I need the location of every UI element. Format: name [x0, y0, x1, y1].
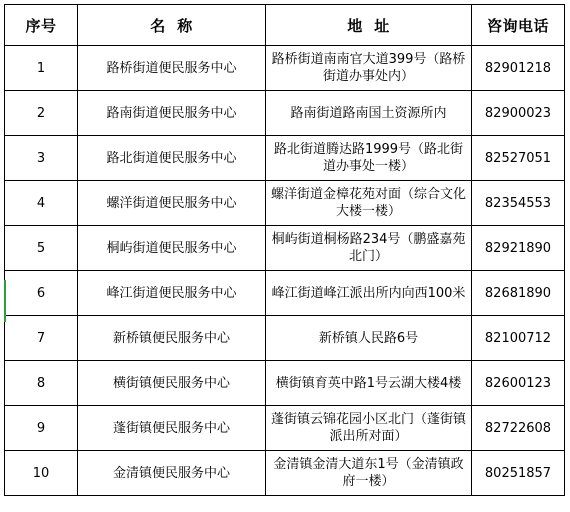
cell-index[interactable]: 6: [5, 271, 78, 316]
cell-index[interactable]: 10: [5, 451, 78, 496]
cell-index[interactable]: 3: [5, 136, 78, 181]
cell-index[interactable]: 1: [5, 46, 78, 91]
cell-name[interactable]: 蓬街镇便民服务中心: [78, 406, 266, 451]
table-row: [5, 181, 565, 226]
cell-phone[interactable]: 82901218: [472, 46, 565, 91]
table-row: [5, 91, 565, 136]
cell-address[interactable]: 金清镇金清大道东1号（金清镇政府一楼）: [266, 451, 472, 496]
cell-address[interactable]: 峰江街道峰江派出所内向西100米: [266, 271, 472, 316]
cell-name[interactable]: 峰江街道便民服务中心: [78, 271, 266, 316]
selected-row-marker: [4, 280, 6, 322]
table-row: [5, 316, 565, 361]
cell-phone[interactable]: 82722608: [472, 406, 565, 451]
cell-index[interactable]: 8: [5, 361, 78, 406]
cell-name[interactable]: 螺洋街道便民服务中心: [78, 181, 266, 226]
cell-address[interactable]: 螺洋街道金樟花苑对面（综合文化大楼一楼）: [266, 181, 472, 226]
cell-address[interactable]: 路桥街道南南官大道399号（路桥街道办事处内）: [266, 46, 472, 91]
cell-name[interactable]: 路北街道便民服务中心: [78, 136, 266, 181]
cell-phone[interactable]: 82100712: [472, 316, 565, 361]
cell-index[interactable]: 9: [5, 406, 78, 451]
header-index[interactable]: 序号: [5, 5, 78, 46]
cell-address[interactable]: 新桥镇人民路6号: [266, 316, 472, 361]
header-address[interactable]: 地 址: [266, 5, 472, 46]
cell-address[interactable]: 蓬街镇云锦花园小区北门（蓬街镇派出所对面）: [266, 406, 472, 451]
table-row: [5, 451, 565, 496]
cell-index[interactable]: 4: [5, 181, 78, 226]
table-row: [5, 226, 565, 271]
cell-address[interactable]: 路北街道腾达路1999号（路北街道办事处一楼）: [266, 136, 472, 181]
cell-phone[interactable]: 82900023: [472, 91, 565, 136]
table-row: [5, 271, 565, 316]
cell-name[interactable]: 金清镇便民服务中心: [78, 451, 266, 496]
cell-name[interactable]: 桐屿街道便民服务中心: [78, 226, 266, 271]
header-name[interactable]: 名 称: [78, 5, 266, 46]
cell-index[interactable]: 7: [5, 316, 78, 361]
cell-index[interactable]: 2: [5, 91, 78, 136]
cell-phone[interactable]: 82354553: [472, 181, 565, 226]
cell-address[interactable]: 路南街道路南国土资源所内: [266, 91, 472, 136]
cell-phone[interactable]: 82600123: [472, 361, 565, 406]
table-row: [5, 361, 565, 406]
table-row: [5, 136, 565, 181]
cell-address[interactable]: 桐屿街道桐杨路234号（鹏盛嘉苑北门）: [266, 226, 472, 271]
service-center-table: [4, 4, 565, 496]
cell-name[interactable]: 新桥镇便民服务中心: [78, 316, 266, 361]
table-row: [5, 406, 565, 451]
cell-phone[interactable]: 82681890: [472, 271, 565, 316]
cell-name[interactable]: 路桥街道便民服务中心: [78, 46, 266, 91]
cell-phone[interactable]: 80251857: [472, 451, 565, 496]
cell-index[interactable]: 5: [5, 226, 78, 271]
cell-address[interactable]: 横街镇育英中路1号云湖大楼4楼: [266, 361, 472, 406]
cell-name[interactable]: 横街镇便民服务中心: [78, 361, 266, 406]
cell-name[interactable]: 路南街道便民服务中心: [78, 91, 266, 136]
cell-phone[interactable]: 82527051: [472, 136, 565, 181]
cell-phone[interactable]: 82921890: [472, 226, 565, 271]
header-row: [5, 5, 565, 46]
table-row: [5, 46, 565, 91]
header-phone[interactable]: 咨询电话: [472, 5, 565, 46]
